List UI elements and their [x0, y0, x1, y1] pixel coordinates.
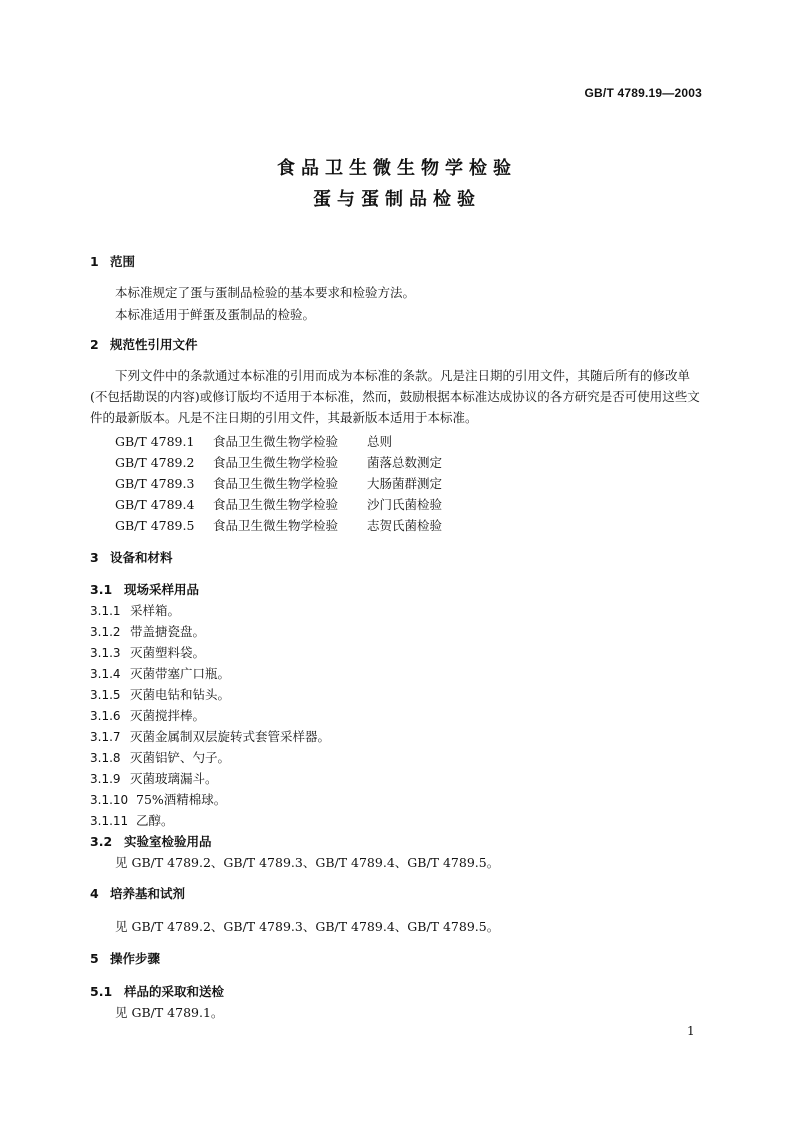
section-number: 1 — [90, 254, 99, 269]
list-item — [90, 811, 174, 829]
reference-code: GB/T 4789.5 — [115, 518, 195, 533]
section-number: 5.1 — [90, 984, 113, 999]
clause-number: 3.1.1 — [90, 604, 121, 618]
section-title: 操作步骤 — [110, 951, 161, 966]
reference-code: GB/T 4789.2 — [115, 455, 195, 470]
clause-number: 3.1.3 — [90, 646, 121, 660]
clause-number: 3.1.4 — [90, 667, 121, 681]
reference-row — [115, 453, 442, 471]
clause-text: 带盖搪瓷盘。 — [130, 624, 206, 639]
reference-topic: 菌落总数测定 — [367, 455, 443, 470]
clause-text: 采样箱。 — [130, 603, 181, 618]
clause-text: 灭菌金属制双层旋转式套管采样器。 — [130, 729, 331, 744]
clause-number: 3.1.2 — [90, 625, 121, 639]
reference-topic: 沙门氏菌检验 — [367, 497, 443, 512]
list-item — [90, 748, 230, 766]
reference-topic: 志贺氏菌检验 — [367, 518, 443, 533]
reference-code: GB/T 4789.1 — [115, 434, 195, 449]
reference-code: GB/T 4789.3 — [115, 476, 195, 491]
reference-row — [115, 516, 442, 534]
reference-name: 食品卫生微生物学检验 — [213, 497, 339, 512]
clause-text: 灭菌电钻和钻头。 — [130, 687, 231, 702]
section-3-heading — [90, 548, 173, 566]
clause-number: 3.1.8 — [90, 751, 121, 765]
clause-text: 灭菌铝铲、勺子。 — [130, 750, 231, 765]
clause-text: 乙醇。 — [136, 813, 174, 828]
clause-number: 3.1.7 — [90, 730, 121, 744]
section-4-heading — [90, 884, 185, 902]
reference-name: 食品卫生微生物学检验 — [213, 455, 339, 470]
clause-number: 3.1.6 — [90, 709, 121, 723]
list-item — [90, 601, 180, 619]
clause-text: 75%酒精棉球。 — [136, 792, 227, 807]
reference-topic: 总则 — [367, 434, 393, 449]
clause-text: 灭菌带塞广口瓶。 — [130, 666, 231, 681]
section-number: 5 — [90, 951, 99, 966]
section-2-heading — [90, 335, 198, 353]
clause-number: 3.1.11 — [90, 814, 129, 828]
paragraph: 见 GB/T 4789.2、GB/T 4789.3、GB/T 4789.4、GB/T 4789.5。 — [115, 855, 500, 870]
section-number: 2 — [90, 337, 99, 352]
subsection-5-1-heading — [90, 982, 224, 1000]
section-1-heading — [90, 252, 135, 270]
clause-text: 灭菌搅拌棒。 — [130, 708, 206, 723]
section-title: 设备和材料 — [110, 550, 173, 565]
reference-name: 食品卫生微生物学检验 — [213, 476, 339, 491]
paragraph: 见 GB/T 4789.1。 — [115, 1005, 224, 1020]
list-item — [90, 643, 205, 661]
reference-row — [115, 474, 442, 492]
list-item — [90, 622, 205, 640]
list-item — [90, 664, 230, 682]
clause-text: 灭菌玻璃漏斗。 — [130, 771, 218, 786]
clause-number: 3.1.5 — [90, 688, 121, 702]
subsection-3-2-heading — [90, 832, 212, 850]
section-number: 3.2 — [90, 834, 113, 849]
reference-topic: 大肠菌群测定 — [367, 476, 443, 491]
section-number: 3.1 — [90, 582, 113, 597]
paragraph: 本标准适用于鲜蛋及蛋制品的检验。 — [115, 307, 316, 322]
section-number: 4 — [90, 886, 99, 901]
section-title: 实验室检验用品 — [124, 834, 212, 849]
clause-number: 3.1.9 — [90, 772, 121, 786]
section-number: 3 — [90, 550, 99, 565]
list-item — [90, 727, 330, 745]
page-number: 1 — [687, 1024, 695, 1038]
standard-code: GB/T 4789.19—2003 — [584, 86, 702, 100]
section-title: 规范性引用文件 — [110, 337, 198, 352]
paragraph: 本标准规定了蛋与蛋制品检验的基本要求和检验方法。 — [115, 285, 416, 300]
list-item — [90, 685, 230, 703]
reference-name: 食品卫生微生物学检验 — [213, 518, 339, 533]
list-item — [90, 769, 218, 787]
reference-row — [115, 432, 392, 450]
section-title: 现场采样用品 — [124, 582, 200, 597]
section-5-heading — [90, 949, 160, 967]
section-title: 培养基和试剂 — [110, 886, 186, 901]
list-item — [90, 790, 226, 808]
subsection-3-1-heading — [90, 580, 199, 598]
reference-code: GB/T 4789.4 — [115, 497, 195, 512]
section-title: 样品的采取和送检 — [124, 984, 225, 999]
document-title-line2: 蛋与蛋制品检验 — [313, 189, 481, 210]
paragraph: 见 GB/T 4789.2、GB/T 4789.3、GB/T 4789.4、GB/T 4789.5。 — [115, 919, 500, 934]
section-title: 范围 — [110, 254, 136, 269]
normative-references-paragraph: 下列文件中的条款通过本标准的引用而成为本标准的条款。凡是注日期的引用文件，其随后所有的修改单(不包括勘误的内容)或修订版均不适用于本标准，然而，鼓励根据本标准达成协议的各方研究是否可使用这些文件的最新版本。凡是不注日期的引用文件，其最新版本适用于本标准。 — [90, 368, 700, 425]
list-item — [90, 706, 205, 724]
clause-text: 灭菌塑料袋。 — [130, 645, 206, 660]
reference-row — [115, 495, 442, 513]
document-title-line1: 食品卫生微生物学检验 — [277, 158, 517, 179]
reference-name: 食品卫生微生物学检验 — [213, 434, 339, 449]
clause-number: 3.1.10 — [90, 793, 129, 807]
